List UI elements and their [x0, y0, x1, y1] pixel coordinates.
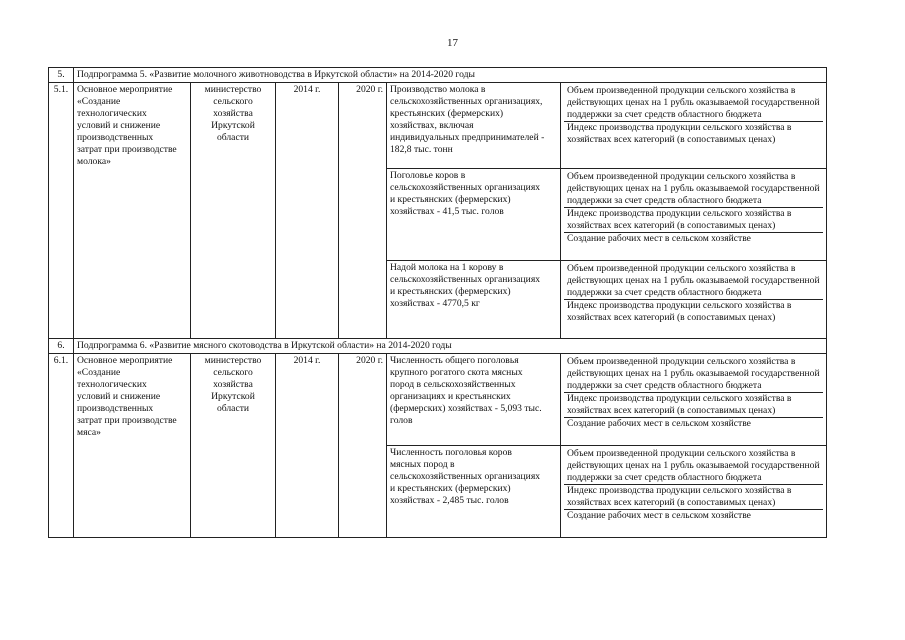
text-line: сельскохозяйственных организациях: [390, 274, 541, 285]
text-line: сельского: [213, 96, 253, 107]
subprogram-number: 5.: [49, 68, 74, 83]
measure-number: 6.1.: [49, 354, 74, 538]
subprogram-row: [49, 339, 827, 354]
text-line: условий и снижение: [77, 391, 161, 402]
text-line: крестьянских (фермерских): [390, 108, 504, 119]
end-year: 2020 г.: [339, 354, 387, 538]
measure-name: [74, 83, 191, 339]
text-line: 182,8 тыс. тонн: [390, 144, 453, 155]
text-line: Индекс производства продукции сельского хозяйства в хозяйствах всех категорий (в сопоставимых ценах): [564, 208, 823, 233]
text-line: крупного рогатого скота мясных: [390, 367, 523, 378]
table-body: [49, 68, 827, 538]
text-line: Индекс производства продукции сельского хозяйства в хозяйствах всех категорий (в сопоставимых ценах): [564, 485, 823, 510]
text-line: организациях и крестьянских: [390, 391, 511, 402]
text-line: хозяйствах, включая: [390, 120, 474, 131]
text-line: хозяйствах - 4770,5 кг: [390, 298, 480, 309]
measure-executor: [191, 354, 276, 538]
text-line: пород в сельскохозяйственных: [390, 379, 516, 390]
target-indicators: [561, 354, 827, 446]
text-line: и крестьянских (фермерских): [390, 286, 511, 297]
text-line: Объем произведенной продукции сельского хозяйства в действующих ценах на 1 рубль оказываемой государственной поддержки за счет средств областного бюджета: [564, 85, 823, 122]
text-line: индивидуальных предпринимателей -: [390, 132, 545, 143]
subprogram-number: 6.: [49, 339, 74, 354]
text-line: Производство молока в: [390, 84, 486, 95]
expected-result: [387, 169, 561, 261]
text-line: хозяйствах - 41,5 тыс. голов: [390, 206, 504, 217]
text-line: хозяйства: [213, 108, 253, 119]
text-line: Поголовье коров в: [390, 170, 466, 181]
text-line: Индекс производства продукции сельского хозяйства в хозяйствах всех категорий (в сопоставимых ценах): [567, 122, 792, 145]
text-line: затрат при производстве: [77, 415, 177, 426]
end-year: 2020 г.: [339, 83, 387, 339]
expected-result: [387, 261, 561, 339]
expected-result: [387, 354, 561, 446]
text-line: Индекс производства продукции сельского хозяйства в хозяйствах всех категорий (в сопоставимых ценах): [564, 393, 823, 418]
text-line: сельскохозяйственных организациях: [390, 182, 541, 193]
text-line: сельского: [213, 367, 253, 378]
program-table: [48, 67, 827, 538]
subprogram-title: Подпрограмма 5. «Развитие молочного животноводства в Иркутской области» на 2014-2020 годы: [74, 68, 827, 83]
text-line: Основное мероприятие: [77, 355, 173, 366]
text-line: Численность общего поголовья: [390, 355, 519, 366]
measure-row: [49, 354, 827, 446]
text-line: условий и снижение: [77, 120, 161, 131]
text-line: (фермерских) хозяйствах - 5,093 тыс.: [390, 403, 542, 414]
text-line: Объем произведенной продукции сельского хозяйства в действующих ценах на 1 рубль оказываемой государственной поддержки за счет средств областного бюджета: [564, 171, 823, 208]
text-line: Объем произведенной продукции сельского хозяйства в действующих ценах на 1 рубль оказываемой государственной поддержки за счет средств областного бюджета: [564, 448, 823, 485]
text-line: «Создание: [77, 367, 121, 378]
text-line: хозяйства: [213, 379, 253, 390]
text-line: и крестьянских (фермерских): [390, 483, 511, 494]
text-line: технологических: [77, 108, 147, 119]
text-line: Надой молока на 1 корову в: [390, 262, 504, 273]
text-line: области: [216, 132, 250, 143]
subprogram-title: Подпрограмма 6. «Развитие мясного скотоводства в Иркутской области» на 2014-2020 годы: [74, 339, 827, 354]
measure-row: [49, 83, 827, 169]
text-line: и крестьянских (фермерских): [390, 194, 511, 205]
target-indicators: [561, 169, 827, 261]
text-line: Индекс производства продукции сельского хозяйства в хозяйствах всех категорий (в сопоставимых ценах): [567, 300, 792, 323]
text-line: Создание рабочих мест в сельском хозяйстве: [567, 510, 751, 521]
text-line: министерство: [204, 84, 262, 95]
text-line: «Создание: [77, 96, 121, 107]
text-line: сельскохозяйственных организациях: [390, 471, 541, 482]
text-line: Объем произведенной продукции сельского хозяйства в действующих ценах на 1 рубль оказываемой государственной поддержки за счет средств областного бюджета: [564, 356, 823, 393]
start-year: 2014 г.: [276, 354, 339, 538]
text-line: Иркутской: [211, 391, 255, 402]
text-line: технологических: [77, 379, 147, 390]
text-line: мясных пород в: [390, 459, 455, 470]
text-line: Численность поголовья коров: [390, 447, 512, 458]
expected-result: [387, 83, 561, 169]
measure-number: 5.1.: [49, 83, 74, 339]
text-line: Создание рабочих мест в сельском хозяйстве: [567, 233, 751, 244]
text-line: производственных: [77, 132, 154, 143]
measure-executor: [191, 83, 276, 339]
text-line: Создание рабочих мест в сельском хозяйстве: [567, 418, 751, 429]
start-year: 2014 г.: [276, 83, 339, 339]
target-indicators: [561, 83, 827, 169]
page-number: 17: [447, 37, 458, 49]
text-line: хозяйствах - 2,485 тыс. голов: [390, 495, 509, 506]
text-line: области: [216, 403, 250, 414]
text-line: сельскохозяйственных организациях,: [390, 96, 543, 107]
text-line: молока»: [77, 156, 111, 167]
text-line: министерство: [204, 355, 262, 366]
target-indicators: [561, 446, 827, 538]
text-line: Иркутской: [211, 120, 255, 131]
text-line: Объем произведенной продукции сельского хозяйства в действующих ценах на 1 рубль оказываемой государственной поддержки за счет средств областного бюджета: [564, 263, 823, 300]
target-indicators: [561, 261, 827, 339]
measure-name: [74, 354, 191, 538]
text-line: мяса»: [77, 427, 101, 438]
text-line: затрат при производстве: [77, 144, 177, 155]
expected-result: [387, 446, 561, 538]
text-line: Основное мероприятие: [77, 84, 173, 95]
text-line: производственных: [77, 403, 154, 414]
text-line: голов: [390, 415, 413, 426]
subprogram-row: [49, 68, 827, 83]
